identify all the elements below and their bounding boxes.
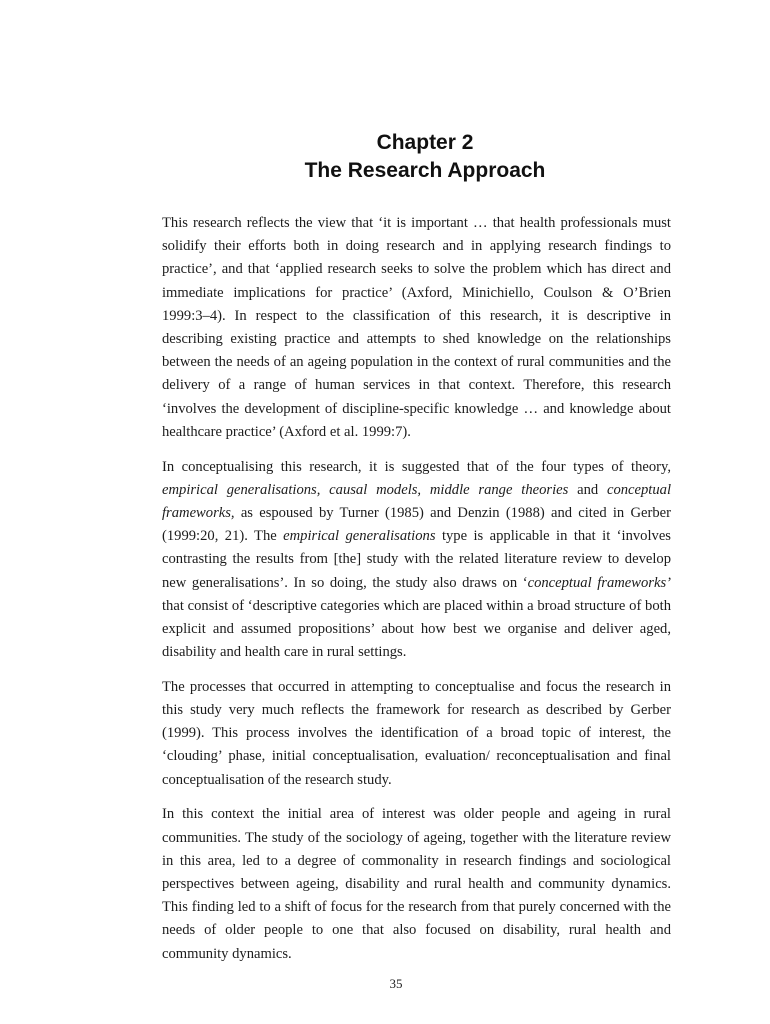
text-run: In conceptualising this research, it is suggested that of the four types of theory, — [162, 458, 671, 475]
chapter-number: Chapter 2 — [376, 131, 474, 154]
text-run: that consist of ‘descriptive categories which are placed within a broad structure of both explicit and assumed propositions’ about how best we organise and deliver aged, disability and health care in rural settings. — [162, 597, 671, 661]
text-run: type is applicable in that it ‘involves contrasting the results from [the] study with the related literature review to develop new generalisations’. In so doing, the study also draws on ‘ — [162, 528, 671, 591]
paragraph-4 — [162, 803, 671, 965]
text-run: The processes that occurred in attempting to conceptualise and focus the research in this study very much reflects the framework for research as described by Gerber (1999). This process involves the identification of a broad topic of interest, the ‘clouding’ phase, initial conceptualisation, evaluation/ reconceptualisation and final conceptualisation of the research study. — [162, 678, 671, 788]
chapter-title: The Research Approach — [304, 159, 546, 182]
italic-term: empirical generalisations, causal models, middle range theories — [162, 481, 569, 498]
paragraph-3 — [162, 676, 671, 792]
text-run: as espoused by Turner (1985) and Denzin (1988) and cited in Gerber (1999:20, 21). The — [162, 504, 671, 545]
italic-term: conceptual frameworks, — [162, 481, 671, 521]
text-run: and — [568, 481, 607, 498]
italic-term: empirical generalisations — [283, 528, 436, 545]
body-text — [162, 212, 671, 977]
page-number: 35 — [389, 976, 403, 991]
paragraph-2 — [162, 456, 671, 665]
text-run: This research reflects the view that ‘it is important … that health professionals must solidify their efforts both in doing research and in applying research findings to practice’, and that ‘applied research seeks to solve the problem which has direct and immediate implications for practice’ (Axford, Minichiello, Coulson & O’Brien 1999:3–4). In respect to the classification of this research, it is descriptive in describing existing practice and attempts to shed knowledge on the relationships between the needs of an ageing population in the context of rural communities and the delivery of a range of human services in that context. Therefore, this research ‘involves the development of discipline-specific knowledge … and knowledge about healthcare practice’ (Axford et al. 1999:7). — [162, 215, 671, 440]
paragraph-1 — [162, 212, 671, 444]
text-run: In this context the initial area of interest was older people and ageing in rural communities. The study of the sociology of ageing, together with the literature review in this area, led to a degree of commonality in research findings and sociological perspectives between ageing, disability and rural health and community dynamics. This finding led to a shift of focus for the research from that purely concerned with the needs of older people to one that also focused on disability, rural health and community dynamics. — [162, 806, 671, 962]
italic-term: conceptual frameworks’ — [527, 574, 671, 591]
